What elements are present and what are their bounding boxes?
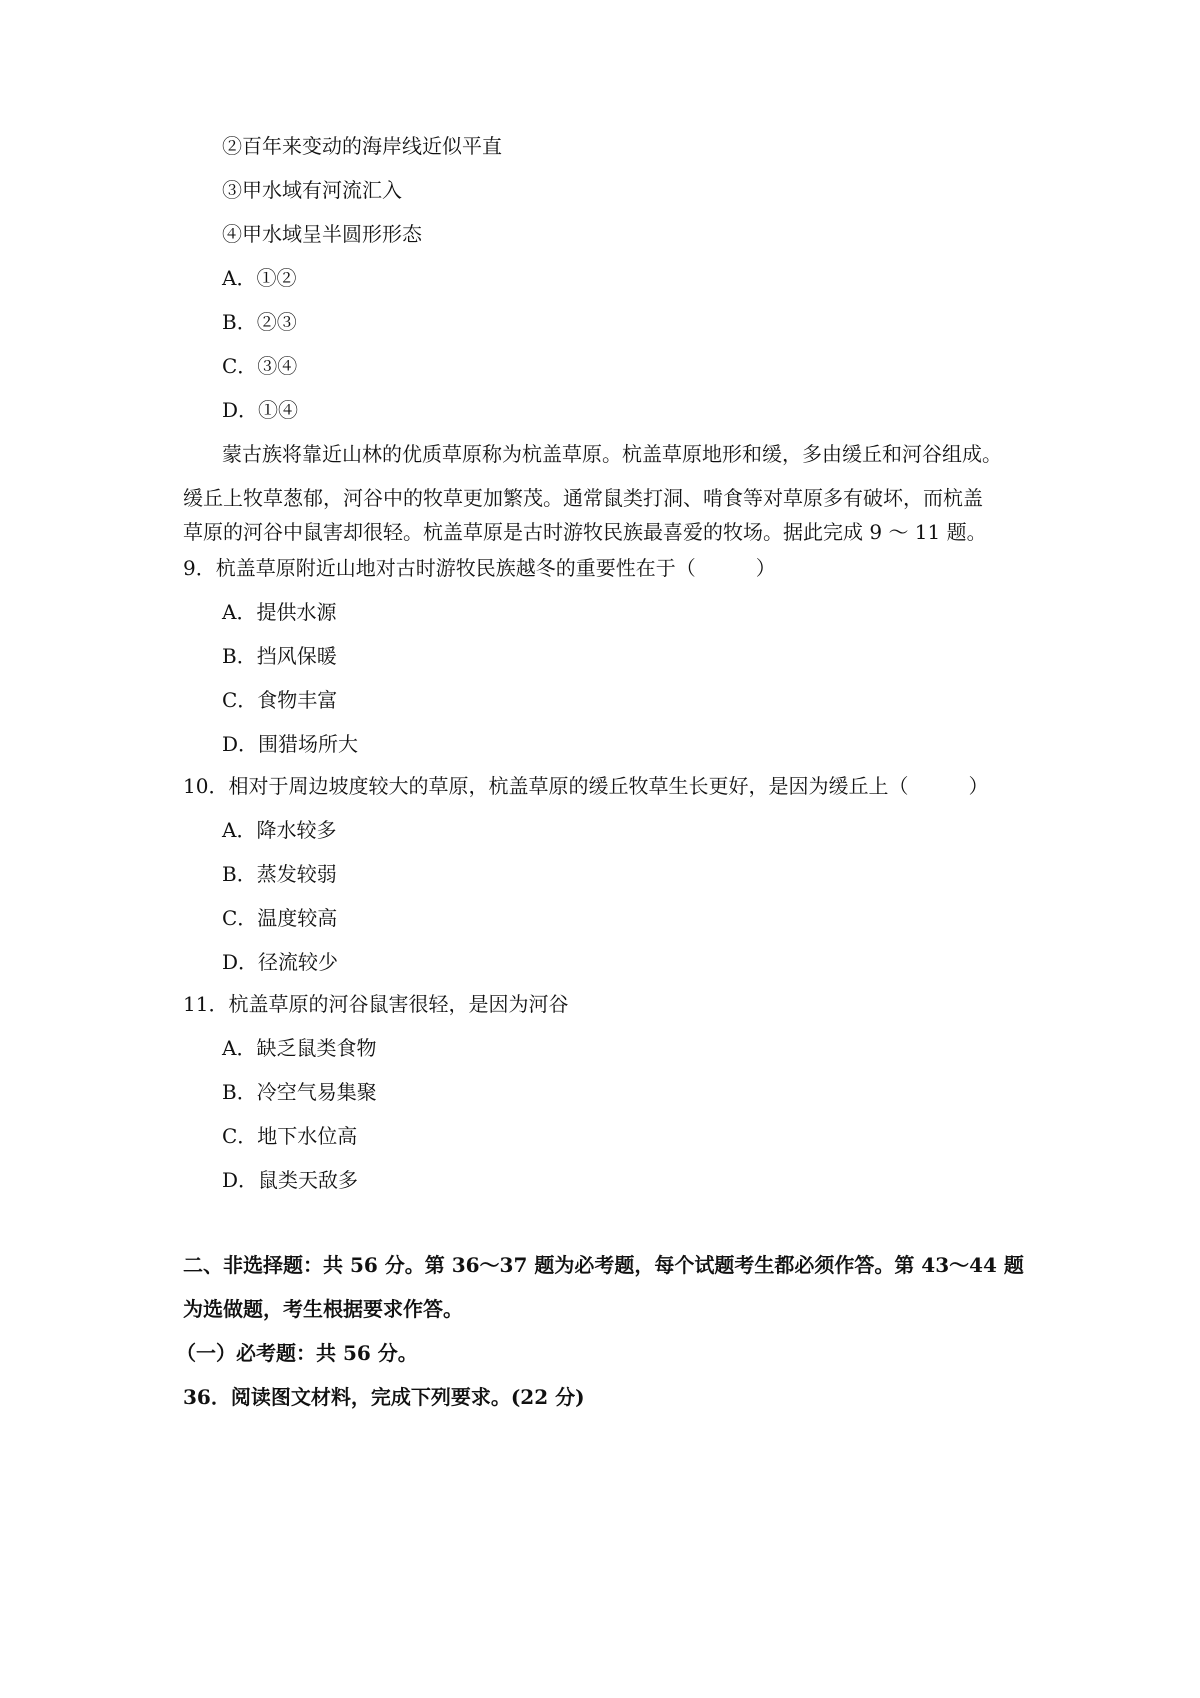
question-36-stem: 36．阅读图文材料，完成下列要求。(22 分) — [183, 1385, 585, 1409]
q11-option-d: D．鼠类天敌多 — [222, 1168, 359, 1192]
q10-option-c: C．温度较高 — [222, 906, 338, 930]
q10-option-b: B．蒸发较弱 — [222, 862, 337, 886]
q9-option-d: D．围猎场所大 — [222, 732, 359, 756]
statement-3: ③甲水域有河流汇入 — [222, 178, 402, 202]
question-11-stem: 11．杭盖草原的河谷鼠害很轻，是因为河谷 — [183, 992, 569, 1016]
section-2-heading-line-2: 为选做题，考生根据要求作答。 — [183, 1297, 463, 1321]
q9-option-c: C．食物丰富 — [222, 688, 338, 712]
q10-option-a: A．降水较多 — [222, 818, 337, 842]
q9-option-a: A．提供水源 — [222, 600, 337, 624]
question-10-stem: 10．相对于周边坡度较大的草原，杭盖草原的缓丘牧草生长更好，是因为缓丘上（ ） — [183, 774, 989, 798]
q11-option-a: A．缺乏鼠类食物 — [222, 1036, 377, 1060]
q11-option-c: C．地下水位高 — [222, 1124, 358, 1148]
prev-option-c: C．③④ — [222, 354, 298, 378]
statement-2: ②百年来变动的海岸线近似平直 — [222, 134, 502, 158]
q9-option-b: B．挡风保暖 — [222, 644, 337, 668]
required-questions-heading: （一）必考题：共 56 分。 — [176, 1341, 418, 1365]
passage-line-3: 草原的河谷中鼠害却很轻。杭盖草原是古时游牧民族最喜爱的牧场。据此完成 9 ～ 11 题。 — [183, 520, 987, 544]
passage-line-1: 蒙古族将靠近山林的优质草原称为杭盖草原。杭盖草原地形和缓，多由缓丘和河谷组成。 — [222, 442, 1002, 466]
prev-option-a: A．①② — [222, 266, 297, 290]
statement-4: ④甲水域呈半圆形形态 — [222, 222, 422, 246]
passage-line-2: 缓丘上牧草葱郁，河谷中的牧草更加繁茂。通常鼠类打洞、啃食等对草原多有破坏，而杭盖 — [183, 486, 983, 510]
q11-option-b: B．冷空气易集聚 — [222, 1080, 377, 1104]
prev-option-d: D．①④ — [222, 398, 299, 422]
prev-option-b: B．②③ — [222, 310, 297, 334]
section-2-heading-line-1: 二、非选择题：共 56 分。第 36～37 题为必考题，每个试题考生都必须作答。第 43～44 题 — [183, 1253, 1024, 1277]
q10-option-d: D．径流较少 — [222, 950, 339, 974]
question-9-stem: 9．杭盖草原附近山地对古时游牧民族越冬的重要性在于（ ） — [183, 556, 776, 580]
